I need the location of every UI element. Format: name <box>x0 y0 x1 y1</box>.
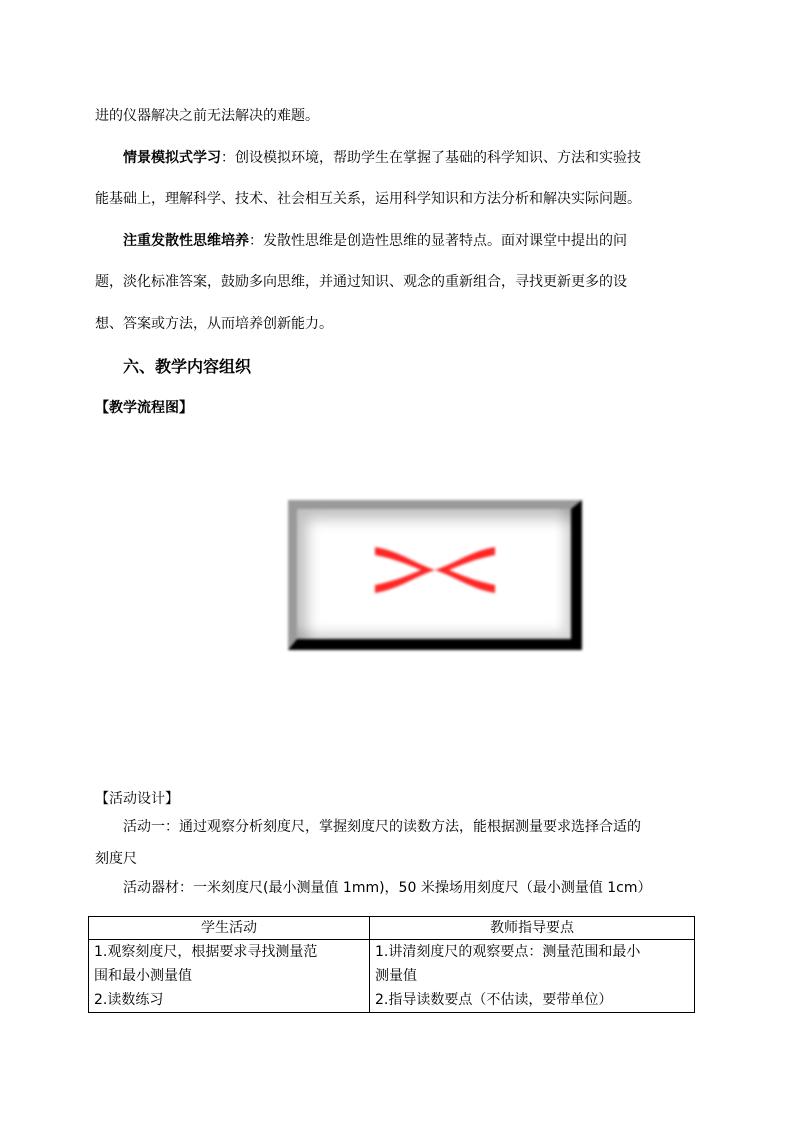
cell-line: 1.观察刻度尺，根据要求寻找测量范 <box>94 944 318 960</box>
table-header: 学生活动 <box>89 917 370 940</box>
activity1-equipment: 活动器材：一米刻度尺(最小测量值 1mm)，50 米操场用刻度尺（最小测量值 1cm） <box>123 880 652 896</box>
activity-label: 【活动设计】 <box>95 791 179 807</box>
table-cell-student <box>89 940 370 1013</box>
activity1-line: 活动一：通过观察分析刻度尺，掌握刻度尺的读数方法，能根据测量要求选择合适的 <box>123 819 641 835</box>
paragraph-line: 能基础上，理解科学、技术、社会相互关系，运用科学知识和方法分析和解决实际问题。 <box>95 191 641 207</box>
table-header-row <box>89 917 695 940</box>
term-text: ：发散性思维是创造性思维的显著特点。面对课堂中提出的问 <box>249 233 627 249</box>
paragraph-line: 想、答案或方法，从而培养创新能力。 <box>95 316 333 332</box>
cell-line: 2.指导读数要点（不估读，要带单位） <box>375 992 613 1008</box>
term-bold: 注重发散性思维培养 <box>123 233 249 249</box>
paragraph-line: 进的仪器解决之前无法解决的难题。 <box>95 108 319 124</box>
activity-table <box>88 916 695 1013</box>
paragraph-line <box>123 148 641 168</box>
term-bold: 情景模拟式学习 <box>123 150 221 166</box>
paragraph-line <box>123 231 627 251</box>
cell-line: 围和最小测量值 <box>94 968 192 984</box>
cell-line: 1.讲清刻度尺的观察要点：测量范围和最小 <box>375 944 641 960</box>
table-header: 教师指导要点 <box>370 917 695 940</box>
broken-image-icon <box>288 500 582 650</box>
term-text: ：创设模拟环境，帮助学生在掌握了基础的科学知识、方法和实验技 <box>221 150 641 166</box>
table-cell-teacher <box>370 940 695 1013</box>
activity1-line: 刻度尺 <box>95 851 137 867</box>
table-row <box>89 940 695 1013</box>
cell-line: 2.读数练习 <box>94 992 164 1008</box>
x-mark-icon <box>369 541 501 599</box>
cell-line: 测量值 <box>375 968 417 984</box>
flowchart-label: 【教学流程图】 <box>95 400 193 416</box>
paragraph-line: 题，淡化标准答案，鼓励多向思维，并通过知识、观念的重新组合，寻找更新更多的设 <box>95 274 627 290</box>
section-heading: 六、教学内容组织 <box>123 357 252 376</box>
